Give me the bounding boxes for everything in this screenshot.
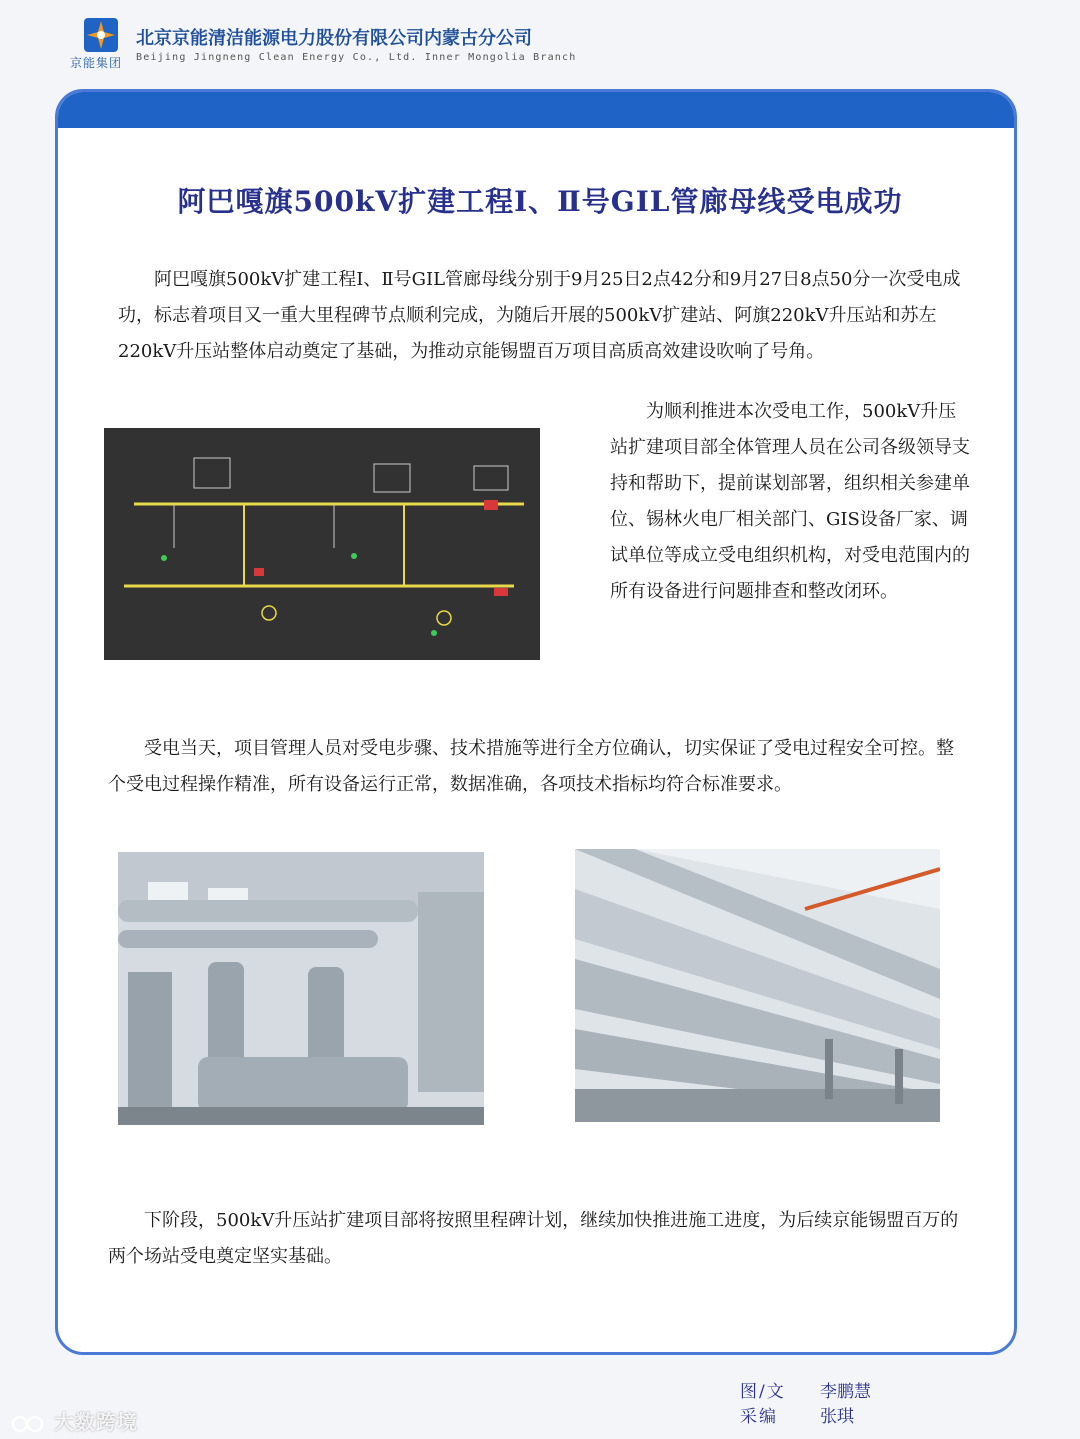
gis-equipment-photo (118, 852, 484, 1125)
paragraph-2: 为顺利推进本次受电工作，500kV升压站扩建项目部全体管理人员在公司各级领导支持和帮助下，提前谋划部署，组织相关参建单位、锡林火电厂相关部门、GIS设备厂家、调试单位等成立受电组织机构，对受电范围内的所有设备进行问题排查和整改闭环。 (610, 401, 970, 602)
article-title: 阿巴嘎旗500kV扩建工程Ⅰ、Ⅱ号GIL管廊母线受电成功 (177, 185, 903, 218)
credit-name: 李鹏慧 (820, 1382, 871, 1402)
credit-label: 图/文 (740, 1382, 786, 1402)
watermark-text: 大数跨境 (53, 1410, 138, 1434)
group-logo-text: 京能集团 (70, 56, 123, 70)
company-name-cn: 北京京能清洁能源电力股份有限公司内蒙古分公司 (136, 28, 532, 49)
credit-editor (740, 1405, 871, 1430)
paragraph-3: 受电当天，项目管理人员对受电步骤、技术措施等进行全方位确认，切实保证了受电过程安全可控。整个受电过程操作精准，所有设备运行正常，数据准确，各项技术指标均符合标准要求。 (108, 738, 954, 795)
credit-photo-text (740, 1380, 871, 1405)
watermark-logo-icon (10, 1414, 46, 1434)
scada-screen-photo (104, 428, 540, 660)
jingneng-logo-icon (84, 18, 118, 52)
gil-pipe-corridor-photo (575, 849, 940, 1122)
paragraph-4: 下阶段，500kV升压站扩建项目部将按照里程碑计划，继续加快推进施工进度，为后续京能锡盟百万的两个场站受电奠定坚实基础。 (108, 1210, 959, 1267)
company-name-en: Beijing Jingneng Clean Energy Co., Ltd. Inner Mongolia Branch (136, 52, 577, 63)
article-credits (740, 1380, 871, 1430)
credit-name: 张琪 (820, 1407, 854, 1427)
card-header-band (58, 92, 1014, 128)
watermark (10, 1406, 138, 1435)
page-header (70, 16, 590, 72)
credit-label: 采编 (740, 1407, 778, 1427)
paragraph-1: 阿巴嘎旗500kV扩建工程Ⅰ、Ⅱ号GIL管廊母线分别于9月25日2点42分和9月27日8点50分一次受电成功，标志着项目又一重大里程碑节点顺利完成，为随后开展的500kV扩建站、阿旗220kV升压站和苏左220kV升压站整体启动奠定了基础，为推动京能锡盟百万项目高质高效建设吹响了号角。 (118, 269, 961, 362)
